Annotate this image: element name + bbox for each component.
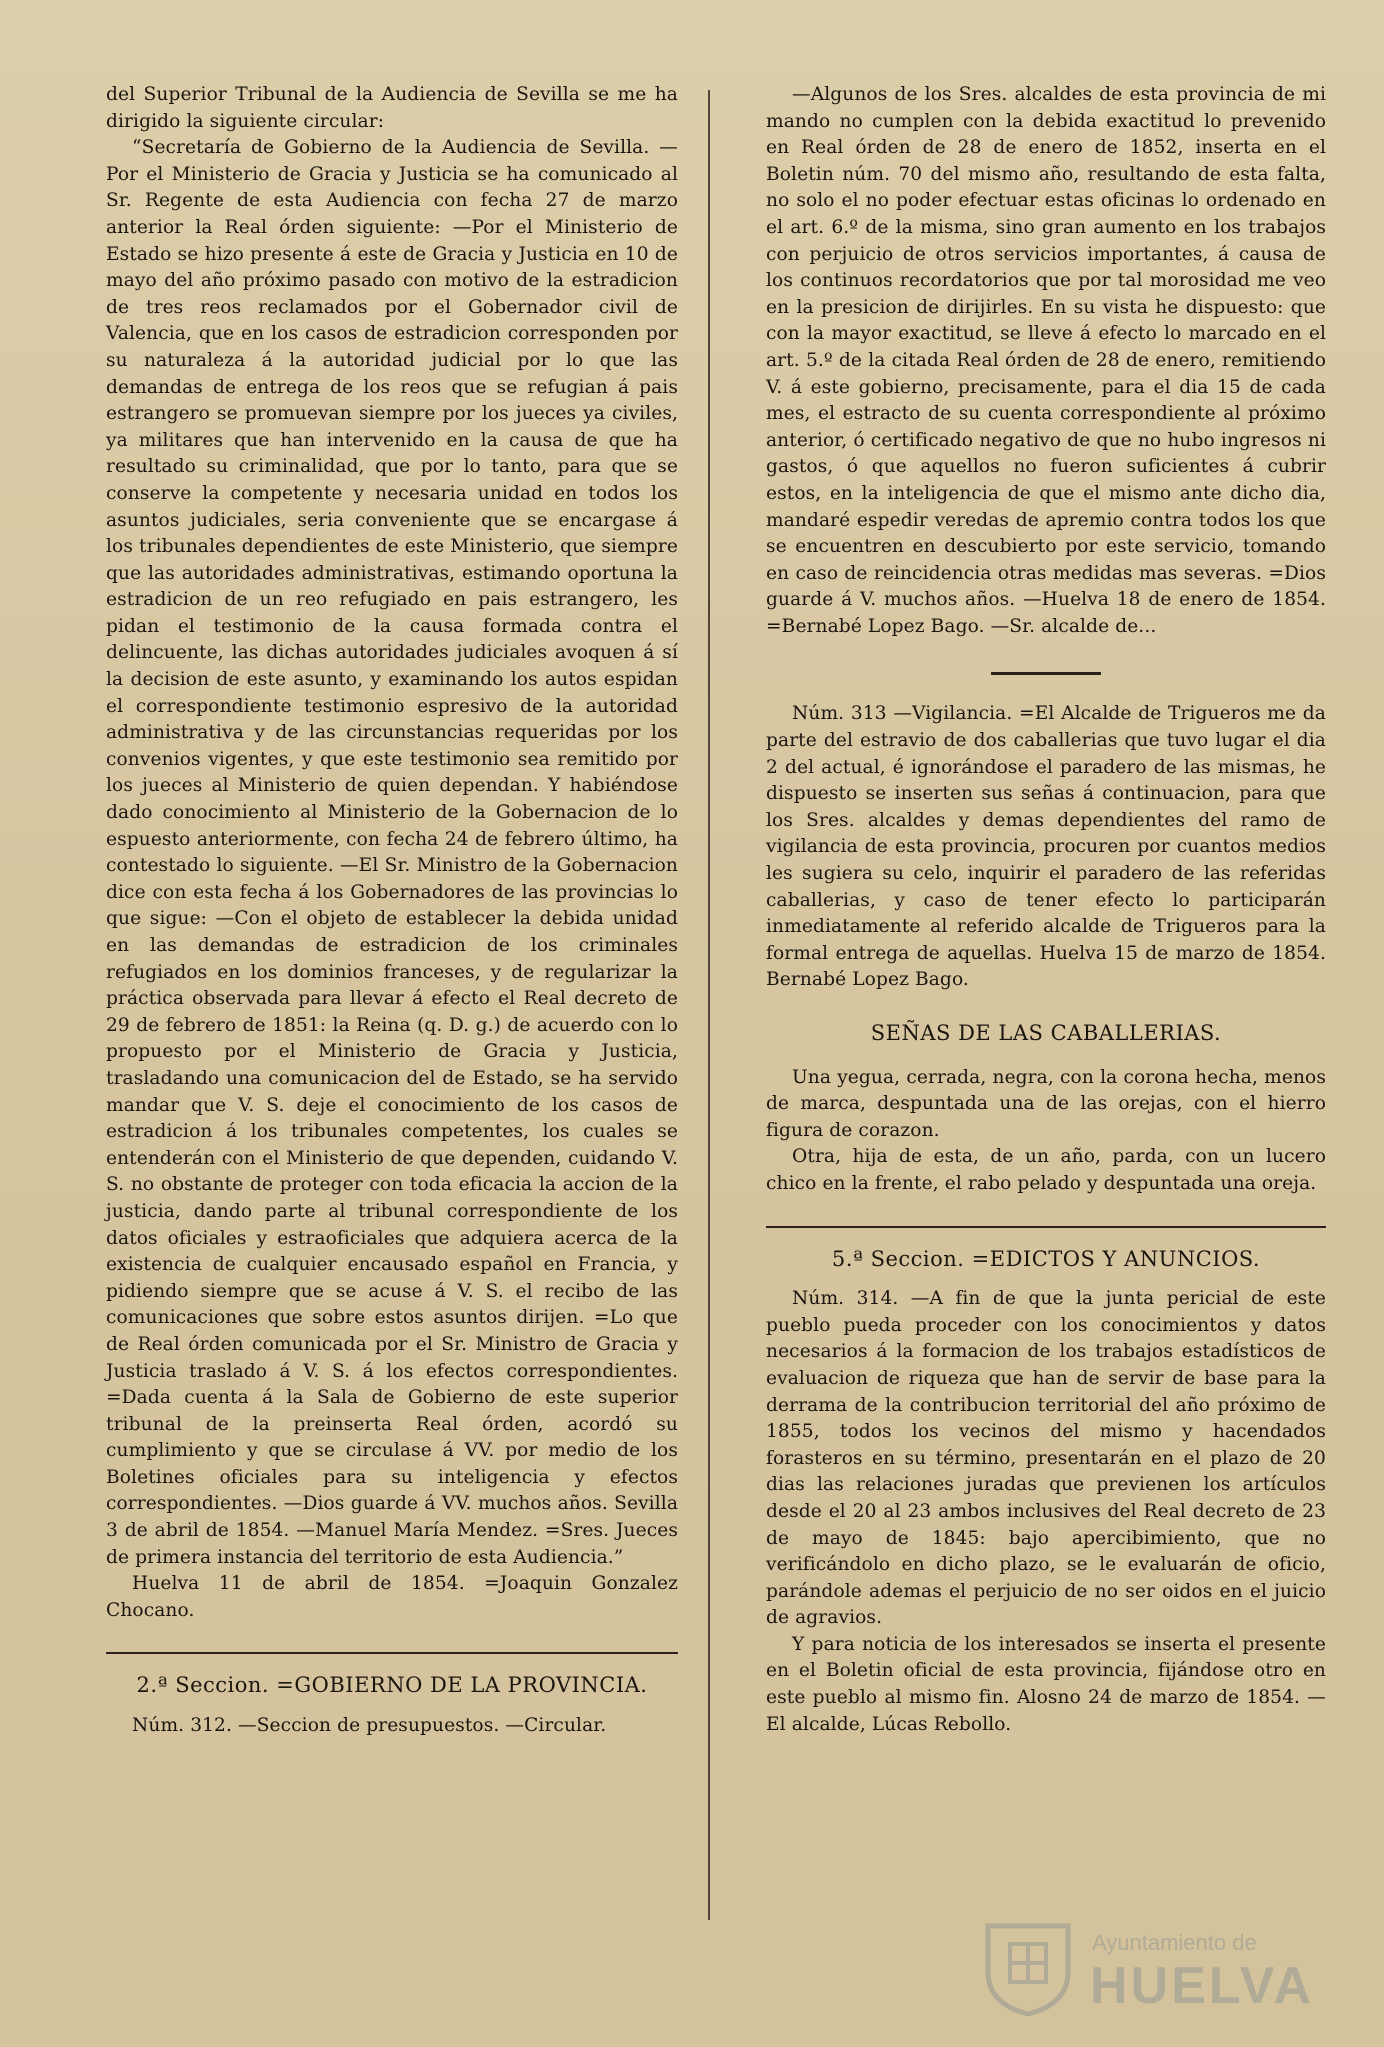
left-column <box>106 82 678 1740</box>
notice-312-title: Núm. 312. —Seccion de presupuestos. —Circular. <box>132 1715 607 1737</box>
section-2-heading: 2.ª Seccion. =GOBIERNO DE LA PROVINCIA. <box>136 1673 648 1698</box>
senas-item: Otra, hija de esta, de un año, parda, con un lucero chico en la frente, el rabo pelado y despuntada una oreja. <box>766 1146 1326 1194</box>
signature-line: Huelva 11 de abril de 1854. =Joaquin Gonzalez Chocano. <box>106 1573 678 1621</box>
watermark-big-text: HUELVA <box>1090 1957 1315 2015</box>
circular-alcaldes: —Algunos de los Sres. alcaldes de esta provincia de mi mando no cumplen con la debida exactitud lo prevenido en Real órden de 28 de enero de 1852, inserta en el Boletin núm. 70 del mismo año, resultando de esta falta, no solo el no poder efectuar estas oficinas lo ordenado en el art. 6.º de la misma, sino gran aumento en los trabajos con perjuicio de otros servicios importantes, á causa de los continuos recordatorios que por tal morosidad me veo en la presicion de dirijirles. En su vista he dispuesto: que con la mayor exactitud, se lleve á efecto lo marcado en el art. 5.º de la citada Real órden de 28 de enero, remitiendo V. á este gobierno, precisamente, para el dia 15 de cada mes, el estracto de su cuenta correspondiente al próximo anterior, ó certificado negativo de que no hubo ingresos ni gastos, ó que aquellos no fueron suficientes á cubrir estos, en la inteligencia de que el mismo ante dicho dia, mandaré espedir veredas de apremio contra todos los que se encuentren en descubierto por este servicio, tomando en caso de reincidencia otras medidas mas severas. =Dios guarde á V. muchos años. —Huelva 18 de enero de 1854. =Bernabé Lopez Bago. —Sr. alcalde de... <box>766 84 1326 637</box>
notice-314: Núm. 314. —A fin de que la junta pericial de este pueblo pueda proceder con los conocimientos y datos necesarios á la formacion de los trabajos estadísticos de evaluacion de riqueza que han de servir de base para la derrama de la contribucion territorial del año próximo de 1855, todos los vecinos del mismo y hacendados forasteros en su término, presentarán en el plazo de 20 dias las relaciones juradas que previenen los artículos desde el 20 al 23 ambos inclusives del Real decreto de 23 de mayo de 1845: bajo apercibimiento, que no verificándolo en dicho plazo, se le evaluarán de oficio, parándole ademas el perjuicio de no ser oidos en el juicio de agravios. <box>766 1288 1326 1629</box>
short-divider <box>991 672 1101 675</box>
section-divider <box>766 1226 1326 1228</box>
intro-paragraph: del Superior Tribunal de la Audiencia de Sevilla se me ha dirigido la siguiente circular: <box>106 84 678 132</box>
column-divider <box>708 90 710 1920</box>
section-divider <box>106 1652 678 1654</box>
notice-313: Núm. 313 —Vigilancia. =El Alcalde de Trigueros me da parte del estravio de dos caballerias que tuvo lugar el dia 2 del actual, é ignorándose el paradero de las mismas, he dispuesto se inserten sus señas á continuacion, para que los Sres. alcaldes y demas dependientes del ramo de vigilancia de esta provincia, procuren por cuantos medios les sugiera su celo, inquirir el paradero de las referidas caballerias, y caso de tener efecto lo participarán inmediatamente al referido alcalde de Trigueros para la formal entrega de aquellas. Huelva 15 de marzo de 1854. Bernabé Lopez Bago. <box>766 703 1326 991</box>
shield-icon <box>980 1920 1076 2016</box>
senas-heading: SEÑAS DE LAS CABALLERIAS. <box>870 1021 1222 1045</box>
right-column <box>766 82 1326 1738</box>
notice-314-closing: Y para noticia de los interesados se inserta el presente en el Boletin oficial de esta provincia, fijándose otro en este pueblo al mismo fin. Alosno 24 de marzo de 1854. —El alcalde, Lúcas Rebollo. <box>766 1633 1326 1735</box>
circular-body: “Secretaría de Gobierno de la Audiencia de Sevilla. —Por el Ministerio de Gracia y Justicia se ha comunicado al Sr. Regente de esta Audiencia con fecha 27 de marzo anterior la Real órden siguiente: —Por el Ministerio de Estado se hizo presente á este de Gracia y Justicia en 10 de mayo del año próximo pasado con motivo de la estradicion de tres reos reclamados por el Gobernador civil de Valencia, que en los casos de estradicion corresponden por su naturaleza á la autoridad judicial por lo que las demandas de entrega de los reos que se refugian á pais estrangero se promuevan siempre por los jueces ya civiles, ya militares que han intervenido en la causa de que ha resultado su criminalidad, que por lo tanto, para que se conserve la competente y necesaria unidad en todos los asuntos judiciales, seria conveniente que se encargase á los tribunales dependientes de este Ministerio, que siempre que las autoridades administrativas, estimando oportuna la estradicion de un reo refugiado en pais estrangero, les pidan el testimonio de la causa formada contra el delincuente, las dichas autoridades judiciales avoquen á sí la decision de este asunto, y examinando los autos espidan el correspondiente testimonio espresivo de la autoridad administrativa y de las circunstancias requeridas por los convenios vigentes, y que este testimonio sea remitido por los jueces al Ministerio de quien dependan. Y habiéndose dado conocimiento al Ministerio de la Gobernacion de lo espuesto anteriormente, con fecha 24 de febrero último, ha contestado lo siguiente. —El Sr. Ministro de la Gobernacion dice con esta fecha á los Gobernadores de las provincias lo que sigue: —Con el objeto de establecer la debida unidad en las demandas de estradicion de los criminales refugiados en los dominios franceses, y de regularizar la práctica observada para llevar á efecto el Real decreto de 29 de febrero de 1851: la Reina (q. D. g.) de acuerdo con lo propuesto por el Ministerio de Gracia y Justicia, trasladando una comunicacion del de Estado, se ha servido mandar que V. S. deje el conocimiento de los casos de estradicion á los tribunales competentes, los cuales se entenderán con el Ministerio de que dependen, cuidando V. S. no obstante de proteger con toda eficacia la accion de la justicia, dando parte al tribunal correspondiente de los datos oficiales y estraoficiales que adquiera acerca de la existencia de cualquier encausado español en Francia, y pidiendo siempre que se acuse á V. S. el recibo de las comunicaciones que sobre estos asuntos dirijen. =Lo que de Real órden comunicada por el Sr. Ministro de Gracia y Justicia traslado á V. S. á los efectos correspondientes. =Dada cuenta á la Sala de Gobierno de este superior tribunal de la preinserta Real órden, acordó su cumplimiento y que se circulase á VV. por medio de los Boletines oficiales para su inteligencia y efectos correspondientes. —Dios guarde á VV. muchos años. Sevilla 3 de abril de 1854. —Manuel María Mendez. =Sres. Jueces de primera instancia del territorio de esta Audiencia.” <box>106 137 678 1568</box>
watermark-small-text: Ayuntamiento de <box>1092 1930 1257 1955</box>
watermark-logo <box>980 1920 1320 2020</box>
section-5-heading: 5.ª Seccion. =EDICTOS Y ANUNCIOS. <box>831 1246 1261 1271</box>
senas-item: Una yegua, cerrada, negra, con la corona hecha, menos de marca, despuntada una de las orejas, con el hierro figura de corazon. <box>766 1066 1326 1141</box>
